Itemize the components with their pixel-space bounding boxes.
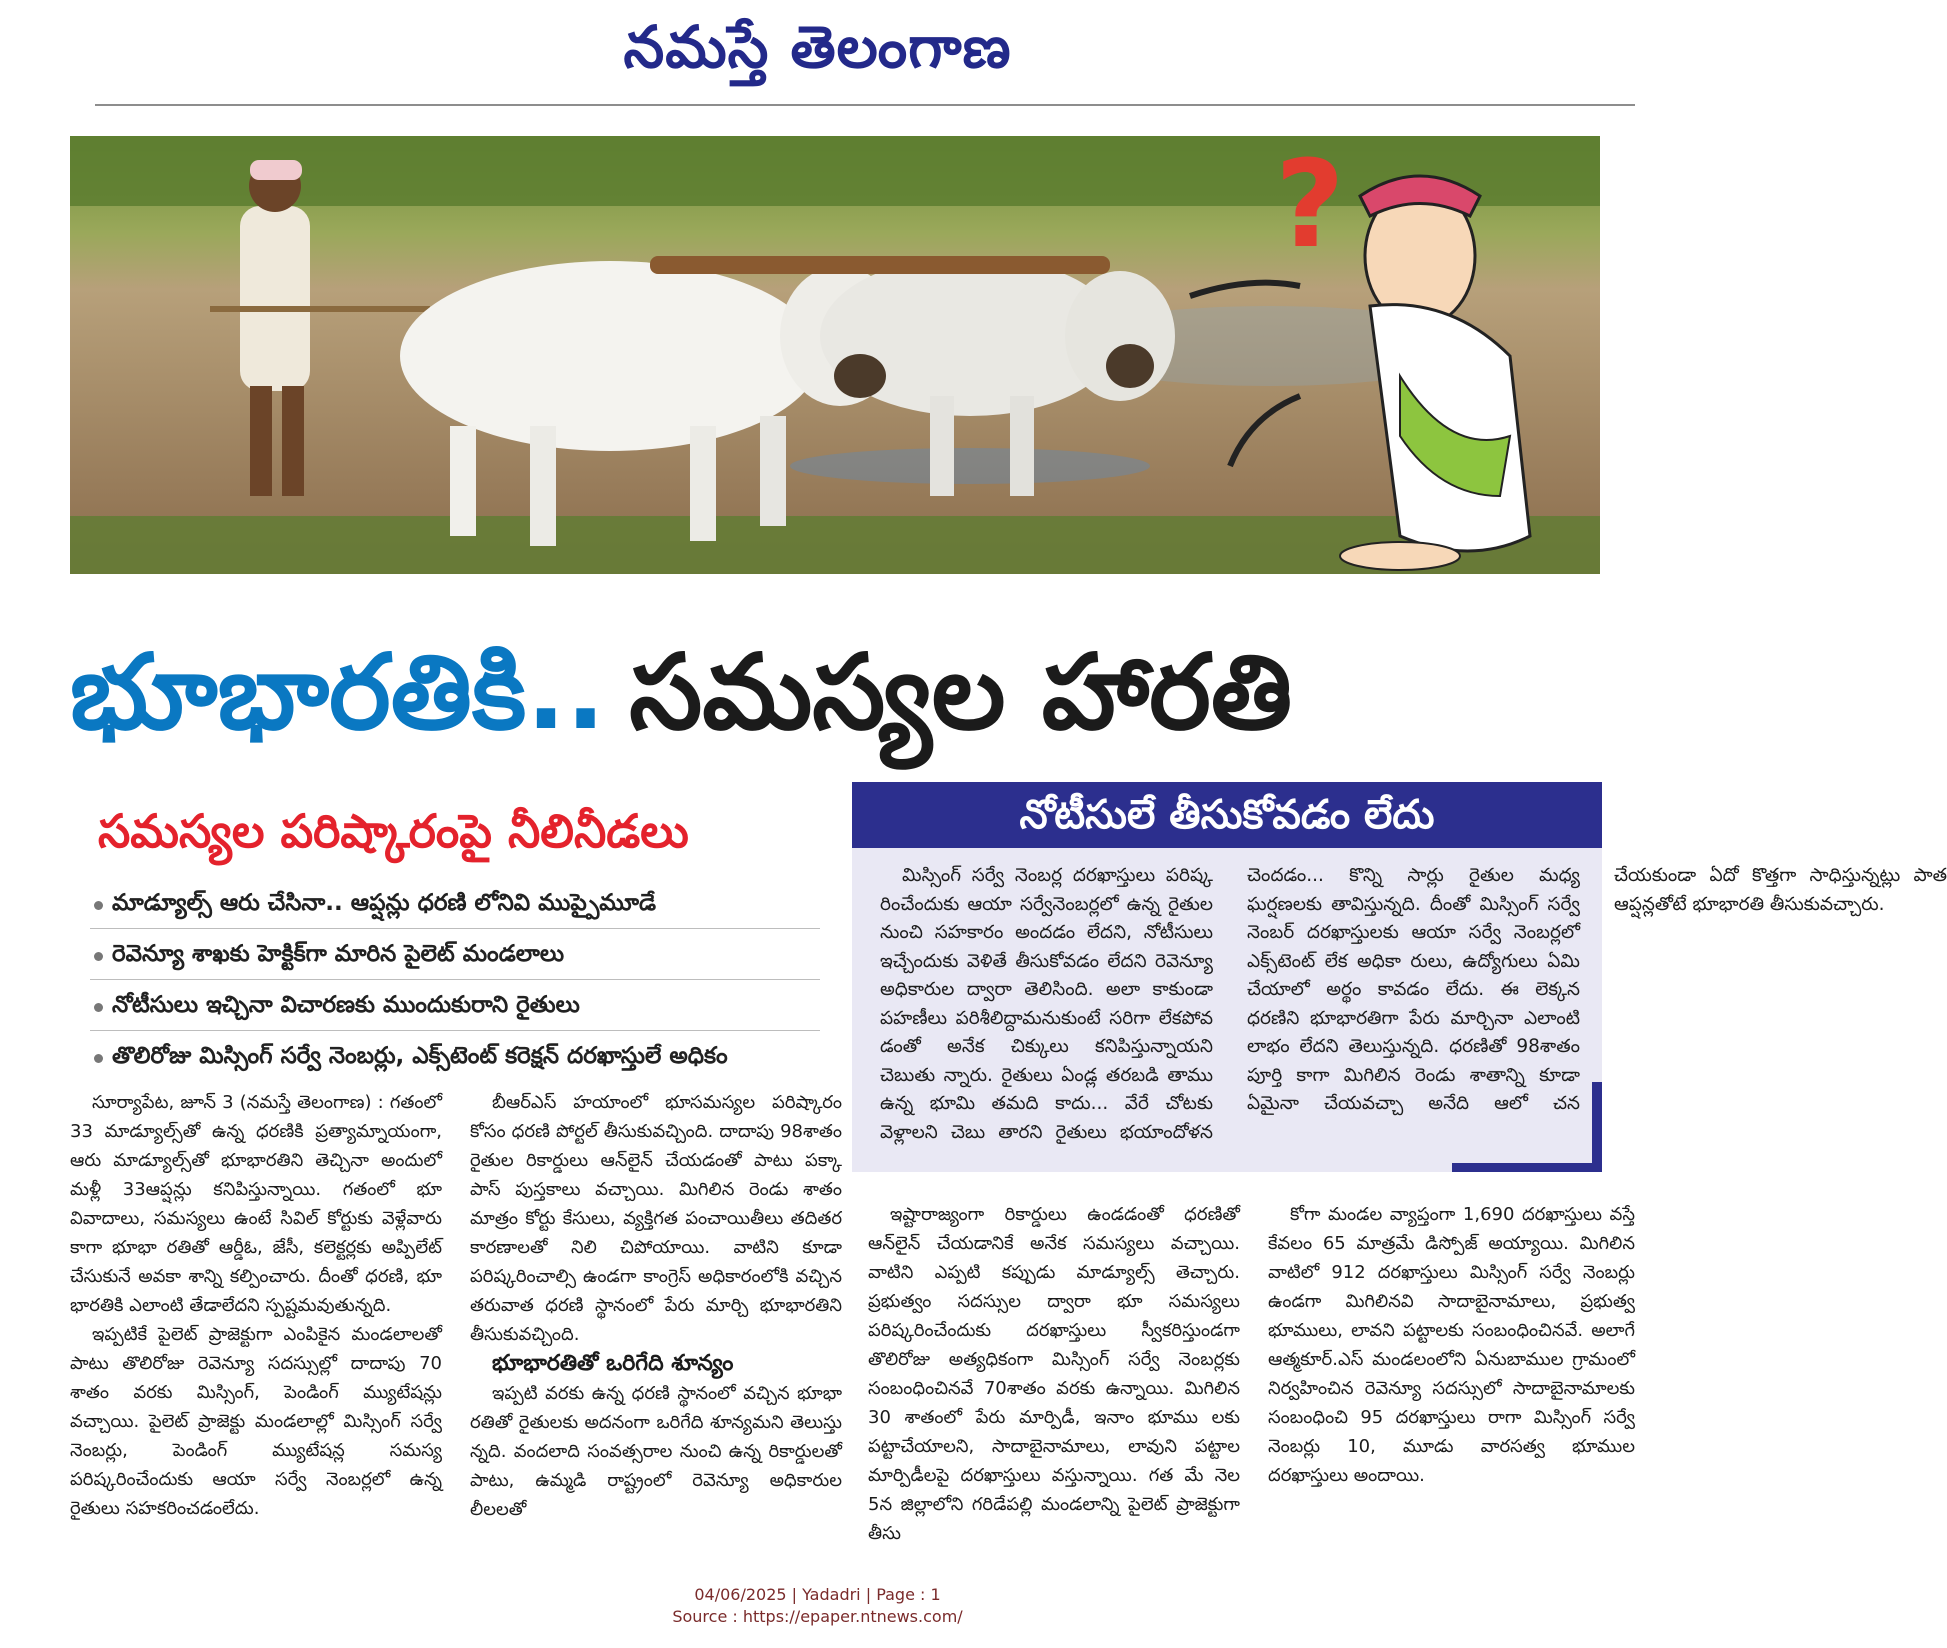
article-paragraph: బీఆర్‌ఎస్ హయాంలో భూసమస్యల పరిష్కారం కోసం ధరణి పోర్టల్ తీసుకువచ్చింది. దాదాపు 98శాతం రైతుల రికార్డులు ఆన్‌లైన్ చేయడంతో పాటు పక్కా పాస్ పుస్తకాలు వచ్చాయి. మిగిలిన రెండు శాతం మాత్రం కోర్టు కేసులు, వ్యక్తిగత పంచాయితీలు తదితర కారణాలతో నిలి చిపోయాయి. వాటిని కూడా పరిష్కరించాల్సి ఉండగా కాంగ్రెస్ అధికారంలోకి వచ్చిన తరువాత ధరణి స్థానంలో పేరు మార్చి భూభారతిని తీసుకువచ్చింది. bbox=[470, 1092, 842, 1345]
headline-part-black: సమస్యల హారతి bbox=[629, 631, 1293, 753]
sidebar-box-body: మిస్సింగ్ సర్వే నెంబర్ల దరఖాస్తులు పరిష్క రించేందుకు ఆయా సర్వేనెంబర్లలో ఉన్న రైతుల నుంచి సహకారం అందడం లేదని, నోటీసులు ఇచ్చేందుకు వెళితే తీసుకోవడం లేదని రెవెన్యూ అధికారుల ద్వారా తెలిసింది. అలా కాకుండా పహణీలు పరిశీలిద్దామనుకుంటే సరిగా లేకపోవ డంతో అనేక చిక్కులు కనిపిస్తున్నాయని చెబుతు న్నారు. రైతులు ఏండ్ల తరబడి తాము ఉన్న భూమి తమది కాదు... వేరే చోటకు వెళ్లాలని చెబు తారని రైతులు భయాందోళన చెందడం... కొన్ని సార్లు రైతుల మధ్య ఘర్షణలకు తావిస్తున్నది. దీంతో మిస్సింగ్ సర్వే నెంబర్ దరఖాస్తులకు ఆయా సర్వే నెంబర్లలో ఎక్స్‌టెంట్ లేక అధికా రులు, ఉద్యోగులు ఏమి చేయాలో అర్థం కావడం లేదు. ఈ లెక్కన ధరణిని భూభారతిగా పేరు మార్చినా ఎలాంటి లాభం లేదని తెలుస్తున్నది. ధరణితో 98శాతం పూర్తి కాగా మిగిలిన రెండు శాతాన్ని కూడా ఏమైనా చేయవచ్చా అనేది ఆలో చన చేయకుండా ఏదో కొత్తగా సాధిస్తున్నట్లు పాత ఆప్షన్లతోటే భూభారతి తీసుకువచ్చారు. bbox=[880, 865, 1947, 1143]
highlight-item: రెవెన్యూ శాఖకు హెక్టిక్‌గా మారిన పైలెట్ మండలాలు bbox=[90, 929, 820, 980]
highlights-list bbox=[90, 878, 820, 1081]
masthead-divider bbox=[95, 104, 1635, 106]
article-subheading: భూభారతితో ఒరిగేది శూన్యం bbox=[492, 1351, 734, 1376]
farmer-plough-photo-icon bbox=[70, 136, 1600, 574]
highlight-item: నోటీసులు ఇచ్చినా విచారణకు ముందుకురాని రైతులు bbox=[90, 980, 820, 1031]
box-accent-right bbox=[1592, 1082, 1602, 1172]
footer-date-line: 04/06/2025 | Yadadri | Page : 1 bbox=[694, 1585, 941, 1604]
article-paragraph: ఇష్టారాజ్యంగా రికార్డులు ఉండడంతో ధరణితో ఆన్‌లైన్ చేయడానికే అనేక సమస్యలు వచ్చాయి. వాటిని ఎప్పటి కప్పుడు మాడ్యూల్స్ తెచ్చారు. ప్రభుత్వం సదస్సుల ద్వారా భూ సమస్యలు పరిష్కరించేందుకు దరఖాస్తులు స్వీకరిస్తుండగా తొలిరోజు అత్యధికంగా మిస్సింగ్ సర్వే నెంబర్లకు సంబంధించినవే 70శాతం వరకు ఉన్నాయి. మిగిలిన 30 శాతంలో పేరు మార్పిడీ, ఇనాం భూము లకు పట్టాచేయాలని, సాదాబైనామాలు, లావుని పట్టాల మార్పిడీలపై దరఖాస్తులు వస్తున్నాయి. గత మే నెల 5న జిల్లాలోని గరిడేపల్లి మండలాన్ని పైలెట్ ప్రాజెక్టుగా తీసు bbox=[868, 1204, 1240, 1544]
article-paragraph: కోగా మండల వ్యాప్తంగా 1,690 దరఖాస్తులు వస్తే కేవలం 65 మాత్రమే డిస్పోజ్ అయ్యాయి. మిగిలిన వాటిలో 912 దరఖాస్తులు మిస్సింగ్ సర్వే నెంబర్లు ఉండగా మిగిలినవి సాదాబైనామాలు, ప్రభుత్వ భూములు, లావని పట్టాలకు సంబంధించినవే. అలాగే ఆత్మకూర్.ఎస్ మండలంలోని ఏనుబాముల గ్రామంలో నిర్వహించిన రెవెన్యూ సదస్సులో సాదాబైనామాలకు సంబంధించి 95 దరఖాస్తులు రాగా మిస్సింగ్ సర్వే నెంబర్లు 10, మూడు వారసత్వ భూముల దరఖాస్తులు అందాయి. bbox=[1268, 1204, 1635, 1486]
headline bbox=[70, 618, 1610, 766]
sidebar-box-title: నోటీసులే తీసుకోవడం లేదు bbox=[852, 782, 1602, 848]
highlight-item: తొలిరోజు మిస్సింగ్ సర్వే నెంబర్లు, ఎక్స్‌టెంట్ కరెక్షన్ దరఖాస్తులే అధికం bbox=[90, 1031, 820, 1081]
lead-photo bbox=[70, 136, 1600, 574]
sub-headline: సమస్యల పరిష్కారంపై నీలినీడలు bbox=[98, 804, 689, 858]
article-column-2 bbox=[470, 1088, 842, 1524]
article-column-1 bbox=[70, 1088, 442, 1523]
article-column-4 bbox=[1268, 1200, 1635, 1490]
headline-part-blue: భూభారతికి.. bbox=[70, 631, 606, 753]
article-paragraph: ఇప్పటికే పైలెట్ ప్రాజెక్టుగా ఎంపికైన మండలాలతో పాటు తొలిరోజు రెవెన్యూ సదస్సుల్లో దాదాపు 70 శాతం వరకు మిస్సింగ్, పెండింగ్ మ్యుటేషన్లు వచ్చాయి. పైలెట్ ప్రాజెక్టు మండలాల్లో మిస్సింగ్ సర్వే నెంబర్లు, పెండింగ్ మ్యుటేషన్ల సమస్య పరిష్కరించేందుకు ఆయా సర్వే నెంబర్లలో ఉన్న రైతులు సహకరించడంలేదు. bbox=[70, 1324, 442, 1519]
page-footer bbox=[0, 1584, 1635, 1628]
confused-farmer-cartoon-icon bbox=[1190, 136, 1600, 574]
newspaper-logo: నమస్తే తెలంగాణ bbox=[623, 13, 1012, 81]
masthead bbox=[0, 0, 1635, 95]
article-paragraph: ఇప్పటి వరకు ఉన్న ధరణి స్థానంలో వచ్చిన భూభా రతితో రైతులకు అదనంగా ఒరిగేది శూన్యమని తెలుస్తు న్నది. వందలాది సంవత్సరాల నుంచి ఉన్న రికార్డులతో పాటు, ఉమ్మడి రాష్ట్రంలో రెవెన్యూ అధికారుల లీలలతో bbox=[470, 1383, 842, 1520]
highlight-item: మాడ్యూల్స్ ఆరు చేసినా.. ఆప్షన్లు ధరణి లోనివి ముప్పైమూడే bbox=[90, 878, 820, 929]
box-accent-bottom bbox=[1452, 1163, 1602, 1172]
article-paragraph: సూర్యాపేట, జూన్ 3 (నమస్తే తెలంగాణ) : గతంలో 33 మాడ్యూల్స్‌తో ఉన్న ధరణికి ప్రత్యామ్నాయంగా, ఆరు మాడ్యూల్స్‌తో భూభారతిని తెచ్చినా అందులో మళ్లీ 33ఆప్షన్లు కనిపిస్తున్నాయి. గతంలో భూ వివాదాలు, సమస్యలు ఉంటే సివిల్ కోర్టుకు వెళ్లేవారు కాగా భూభా రతితో ఆర్డీఓ, జేసీ, కలెక్టర్లకు అప్పిలేట్ చేసుకునే అవకా శాన్ని కల్పించారు. దీంతో ధరణి, భూ భారతికి ఎలాంటి తేడాలేదని స్పష్టమవుతున్నది. bbox=[70, 1092, 442, 1316]
sidebar-box bbox=[852, 782, 1947, 1172]
footer-source-link[interactable]: Source : https://epaper.ntnews.com/ bbox=[672, 1607, 963, 1626]
question-mark-icon: ? bbox=[1275, 136, 1345, 275]
article-column-3 bbox=[868, 1200, 1240, 1548]
